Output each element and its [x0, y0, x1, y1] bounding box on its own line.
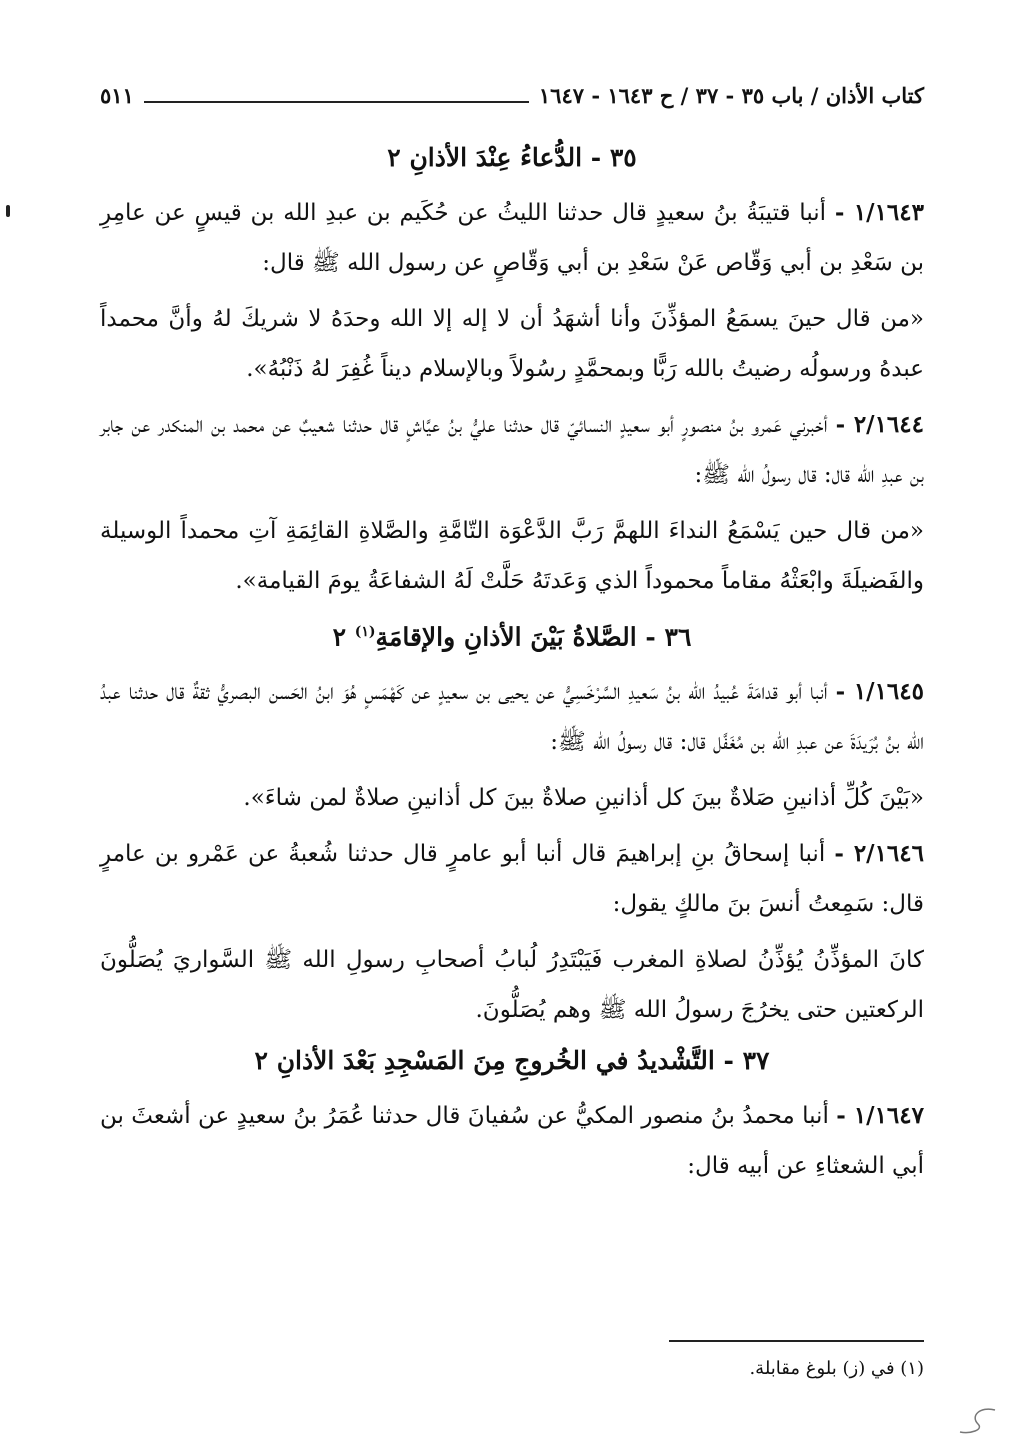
hadith-quote: «من قال حينَ يسمَعُ المؤذِّنَ وأنا أشهَدُ أن لا إله إلا الله وحدَهُ لا شريكَ لهُ وأنَّ محمداً عبدهُ ورسولُه رضيتُ بالله رَبًّا وبمحمَّدٍ رسُولاً وبالإسلام ديناً غُفِرَ لهُ ذَنْبُهُ». [100, 306, 924, 382]
margin-mark [6, 205, 10, 217]
running-head-rule [144, 87, 529, 103]
handwritten-mark [940, 1402, 1000, 1438]
hadith-text: أنبا أبو قدامَةَ عُبيدُ الله بنُ سَعيدِ السَّرْخَسِيُّ عن يحيى بن سعيدٍ عن كَهْمَسٍ هُوَ ابنُ الحَسن البصريُّ ثقةٌ قال حدثنا عبدُ الله بنُ بُرَيدَةَ عن عبدِ الله بن مُغَفَّل قال: قال رسولُ الله ﷺ: [100, 679, 924, 756]
hadith-1645 [100, 667, 924, 767]
hadith-text: أنبا قتيبَةُ بنُ سعيدٍ قال حدثنا الليثُ عن حُكَيم بن عبدِ الله بن قيسٍ عن عامِرِ بن سَعْدِ بن أبي وَقّاص عَنْ سَعْدِ بن أبي وَقّاصٍ عن رسول الله ﷺ قال: [100, 200, 924, 276]
hadith-1644 [100, 400, 924, 500]
section-heading-35: ٣٥ - الدُّعاءُ عِنْدَ الأذانِ ٢ [387, 143, 637, 172]
section-heading-36 [100, 612, 924, 657]
page-number: ٥١١ [100, 82, 134, 108]
section-heading-37: ٣٧ - التَّشْديدُ في الخُروجِ مِنَ المَسْجِدِ بَعْدَ الأذانِ ٢ [254, 1046, 770, 1076]
hadith-1643 [100, 188, 924, 288]
section-heading-text: ٣٦ - الصَّلاةُ بَيْنَ الأذانِ والإقامَةِ [375, 622, 692, 652]
hadith-text: أنبا إسحاقُ بنِ إبراهيمَ قال أنبا أبو عامرٍ قال حدثنا شُعبةُ عن عَمْرو بن عامرٍ قال: سَمِعتُ أنسَ بنَ مالكٍ يقول: [100, 841, 924, 918]
running-head-title: كتاب الأذان / باب ٣٥ - ٣٧ / ح ١٦٤٣ - ١٦٤٧ [538, 82, 924, 108]
footnote-ref[interactable]: (١) [354, 624, 376, 640]
hadith-1647 [100, 1091, 924, 1191]
running-head [100, 78, 924, 112]
hadith-text: أنبا محمدُ بنُ منصور المكيُّ عن سُفيانَ قال حدثنا عُمَرُ بنُ سعيدٍ عن أشعثَ بن أبي الشعثاءِ عن أبيه قال: [100, 1103, 924, 1180]
hadith-quote: «من قال حين يَسْمَعُ النداءَ اللهمَّ رَبَّ الدَّعْوَة التّامَّةِ والصَّلاةِ القائِمَةِ آتِ محمداً الوسيلة والفَضيلَةَ وابْعَثْهُ مقاماً محموداً الذي وَعَدتَهُ حَلَّتْ لَهُ الشفاعَةُ يومَ القيامة». [100, 518, 924, 594]
page-body [100, 132, 924, 1197]
hadith-number: ٢/١٦٤٤ - [835, 411, 924, 438]
footnote: (١) في (ز) بلوغ مقابلة. [749, 1358, 924, 1379]
hadith-number: ٢/١٦٤٦ - [834, 840, 924, 868]
hadith-1646 [100, 829, 924, 929]
hadith-text: أخبرني عَمرو بنُ منصورٍ أبو سعيدٍ النسائيّ قال حدثنا عليُّ بنُ عيَّاشٍ قال حدثنا شعيبٌ عن محمد بن المنكدر عن جابر بن عبدِ الله قال: قال رسولُ الله ﷺ: [100, 412, 924, 488]
hadith-number: ١/١٦٤٣ - [834, 199, 924, 226]
hadith-number: ١/١٦٤٧ - [836, 1102, 924, 1130]
hadith-quote: كانَ المؤذِّنُ يُؤذِّنُ لصلاةِ المغرب فَيَبْتَدِرُ لُبابُ أصحابِ رسولِ الله ﷺ السَّواريَ يُصَلُّونَ الركعتين حتى يخرُجَ رسولُ الله ﷺ وهم يُصَلُّونَ. [100, 947, 924, 1024]
footnote-rule [669, 1340, 924, 1342]
section-heading-suffix: ٢ [332, 622, 355, 652]
hadith-quote: «بَيْنَ كُلِّ أذانينِ صَلاةٌ بينَ كل أذانينِ صلاةٌ بينَ كل أذانينِ صلاةٌ لمن شاءَ». [243, 785, 924, 812]
hadith-number: ١/١٦٤٥ - [835, 678, 924, 706]
